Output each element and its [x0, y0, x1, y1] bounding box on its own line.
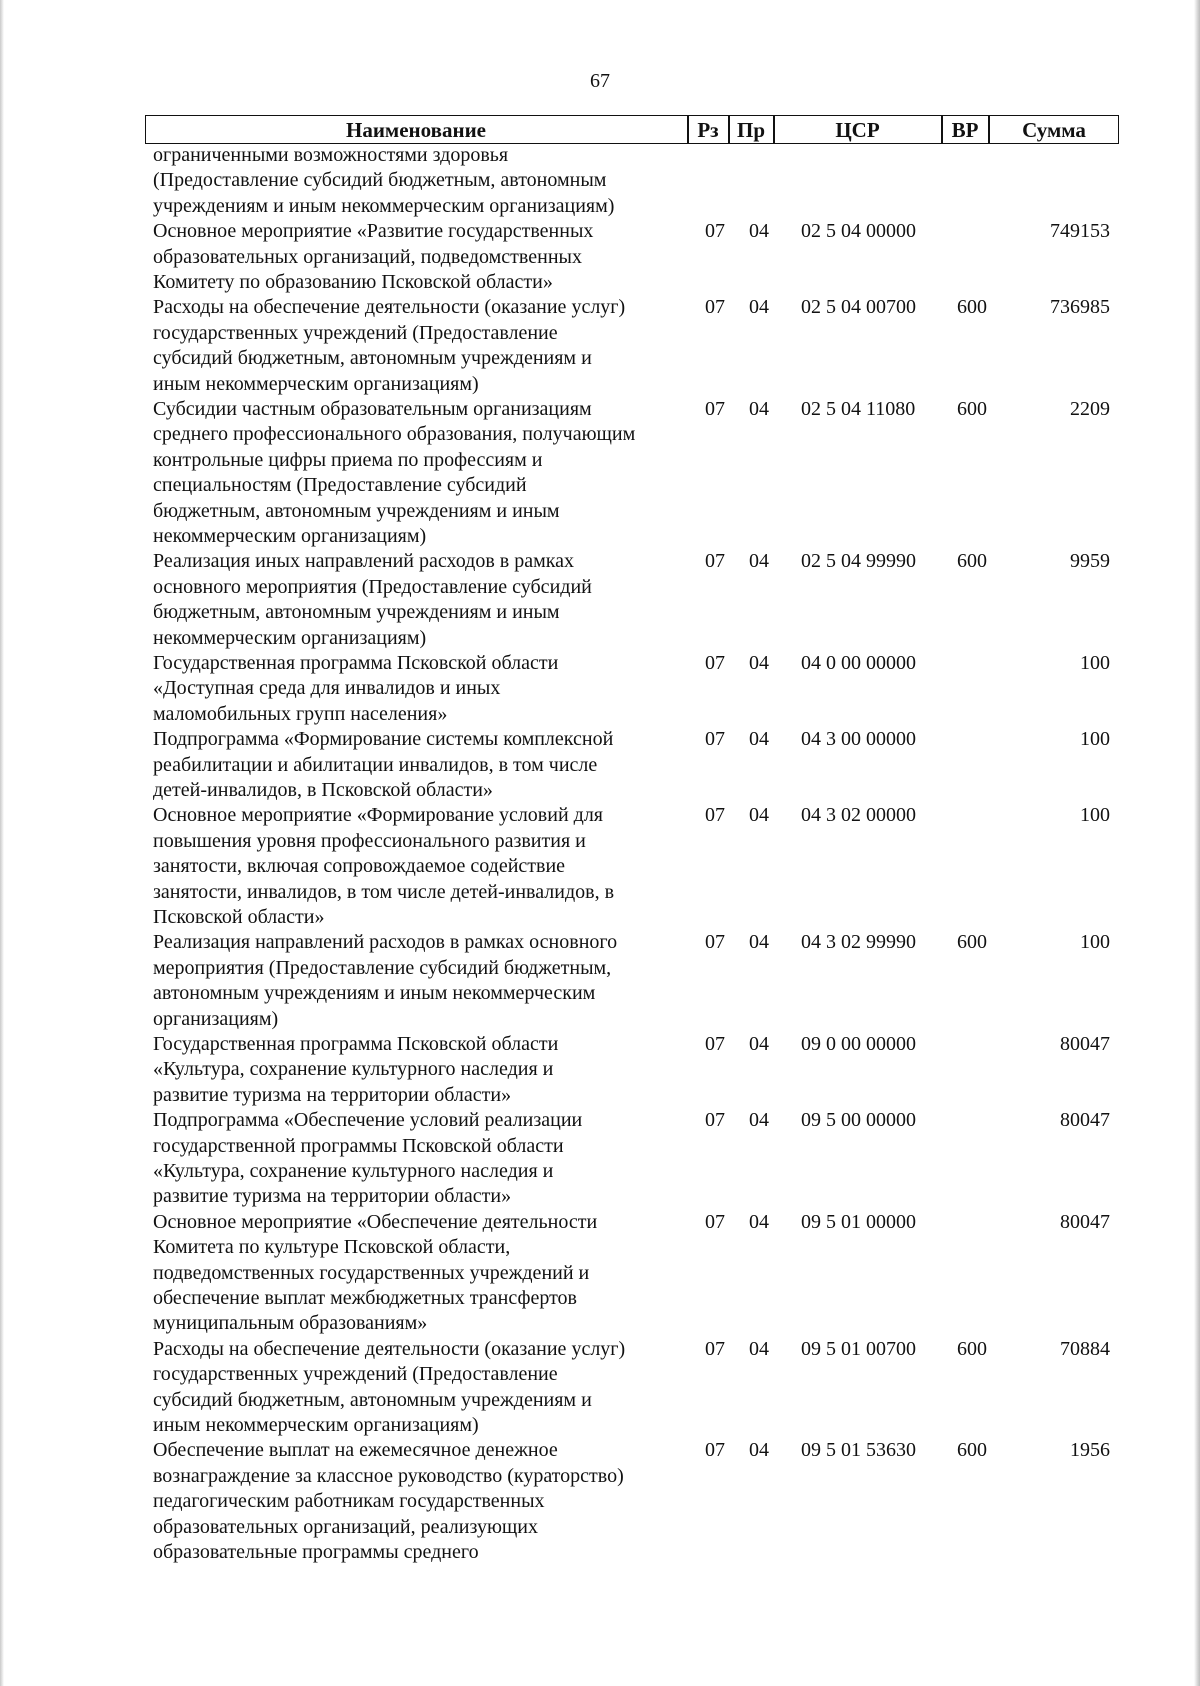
table-row — [0, 549, 1200, 651]
row-name-line: бюджетным, автономным учреждениям и иным — [153, 499, 560, 522]
row-name-line: развитие туризма на территории области» — [153, 1185, 512, 1208]
row-name-line: Основное мероприятие «Обеспечение деятельности — [153, 1210, 598, 1233]
row-sum: 100 — [1080, 804, 1110, 827]
row-name-line: основного мероприятия (Предоставление субсидий — [153, 575, 592, 598]
row-rz: 07 — [705, 1032, 725, 1055]
row-name-line: вознаграждение за классное руководство (кураторство) — [153, 1464, 624, 1487]
table-row — [0, 1108, 1200, 1210]
row-name-line: Комитета по культуре Псковской области, — [153, 1236, 511, 1259]
row-name — [153, 651, 693, 727]
row-name-line: муниципальным образованиям» — [153, 1312, 428, 1335]
row-name-line: (Предоставление субсидий бюджетным, автономным — [153, 169, 607, 192]
row-sum: 749153 — [1050, 220, 1110, 243]
row-pr: 04 — [749, 220, 769, 243]
row-name — [153, 1108, 693, 1210]
row-vr: 600 — [957, 1439, 987, 1462]
row-name-line: занятости, включая сопровождаемое содействие — [153, 855, 566, 878]
row-name — [153, 143, 693, 219]
row-name — [153, 1438, 693, 1565]
row-rz: 07 — [705, 651, 725, 674]
row-name-line: детей-инвалидов, в Псковской области» — [153, 778, 493, 801]
row-name-line: обеспечение выплат межбюджетных трансфертов — [153, 1286, 577, 1309]
row-name-line: занятости, инвалидов, в том числе детей-инвалидов, в — [153, 880, 615, 903]
row-vr: 600 — [957, 296, 987, 319]
row-sum: 736985 — [1050, 296, 1110, 319]
row-name-line: иным некоммерческим организациям) — [153, 1413, 479, 1436]
row-sum: 80047 — [1060, 1109, 1110, 1132]
row-name — [153, 1210, 693, 1337]
row-name-line: среднего профессионального образования, получающим — [153, 423, 636, 446]
row-rz: 07 — [705, 296, 725, 319]
row-csr: 09 5 01 00000 — [801, 1210, 916, 1233]
row-csr: 04 3 02 00000 — [801, 804, 916, 827]
table-row — [0, 1438, 1200, 1565]
row-rz: 07 — [705, 550, 725, 573]
row-name-line: Реализация направлений расходов в рамках основного — [153, 931, 618, 954]
row-rz: 07 — [705, 728, 725, 751]
row-name — [153, 219, 693, 295]
row-name-line: развитие туризма на территории области» — [153, 1083, 512, 1106]
row-sum: 2209 — [1070, 397, 1110, 420]
row-name-line: Расходы на обеспечение деятельности (оказание услуг) — [153, 1337, 626, 1360]
row-name-line: Комитету по образованию Псковской области» — [153, 271, 553, 293]
row-csr: 04 3 00 00000 — [801, 728, 916, 751]
row-name-line: образовательных организаций, подведомственных — [153, 245, 582, 268]
row-rz: 07 — [705, 1109, 725, 1132]
row-name-line: бюджетным, автономным учреждениям и иным — [153, 601, 560, 624]
row-name-line: «Культура, сохранение культурного наследия и — [153, 1058, 554, 1081]
row-name-line: Основное мероприятие «Развитие государственных — [153, 220, 594, 243]
row-name-line: государственных учреждений (Предоставление — [153, 321, 558, 344]
row-pr: 04 — [749, 550, 769, 573]
row-pr: 04 — [749, 1439, 769, 1462]
row-vr: 600 — [957, 550, 987, 573]
row-name-line: маломобильных групп населения» — [153, 702, 448, 725]
row-rz: 07 — [705, 804, 725, 827]
row-sum: 1956 — [1070, 1439, 1110, 1462]
header-name: Наименование — [346, 118, 486, 142]
row-csr: 02 5 04 11080 — [801, 397, 916, 420]
row-sum: 9959 — [1070, 550, 1110, 573]
row-csr: 09 5 01 53630 — [801, 1439, 916, 1462]
table-row — [0, 219, 1200, 295]
row-name-line: автономным учреждениям и иным некоммерческим — [153, 982, 596, 1005]
row-csr: 09 5 01 00700 — [801, 1337, 916, 1360]
table-row — [0, 397, 1200, 549]
row-rz: 07 — [705, 1439, 725, 1462]
row-name-line: «Доступная среда для инвалидов и иных — [153, 677, 501, 700]
row-pr: 04 — [749, 1032, 769, 1055]
table-header — [145, 115, 1119, 144]
row-name-line: Государственная программа Псковской области — [153, 1032, 559, 1055]
row-name-line: контрольные цифры приема по профессиям и — [153, 448, 543, 471]
row-name-line: Государственная программа Псковской области — [153, 651, 559, 674]
row-name-line: Обеспечение выплат на ежемесячное денежное — [153, 1439, 558, 1462]
row-csr: 09 5 00 00000 — [801, 1109, 916, 1132]
table-row — [0, 727, 1200, 803]
page-number: 67 — [590, 70, 610, 92]
row-pr: 04 — [749, 397, 769, 420]
row-csr: 02 5 04 00700 — [801, 296, 916, 319]
header-rz: Рз — [697, 118, 719, 142]
row-name — [153, 1032, 693, 1108]
row-name-line: некоммерческим организациям) — [153, 626, 427, 649]
header-sum: Сумма — [1022, 118, 1086, 142]
row-sum: 80047 — [1060, 1210, 1110, 1233]
row-pr: 04 — [749, 651, 769, 674]
table-row — [0, 295, 1200, 397]
row-pr: 04 — [749, 296, 769, 319]
row-name-line: «Культура, сохранение культурного наследия и — [153, 1159, 554, 1182]
row-rz: 07 — [705, 931, 725, 954]
table-row — [0, 1210, 1200, 1337]
row-csr: 09 0 00 00000 — [801, 1032, 916, 1055]
row-name — [153, 727, 693, 803]
table-row — [0, 1032, 1200, 1108]
table-row — [0, 803, 1200, 930]
row-rz: 07 — [705, 1210, 725, 1233]
row-name-line: образовательных организаций, реализующих — [153, 1515, 538, 1538]
row-name — [153, 397, 693, 549]
row-csr: 04 3 02 99990 — [801, 931, 916, 954]
row-name-line: субсидий бюджетным, автономным учреждениям и — [153, 347, 592, 370]
row-name-line: ограниченными возможностями здоровья — [153, 144, 509, 166]
row-name-line: Реализация иных направлений расходов в рамках — [153, 550, 575, 573]
row-sum: 100 — [1080, 931, 1110, 954]
row-name-line: мероприятия (Предоставление субсидий бюджетным, — [153, 956, 612, 979]
row-name — [153, 930, 693, 1032]
row-sum: 70884 — [1060, 1337, 1110, 1360]
table-row — [0, 930, 1200, 1032]
row-pr: 04 — [749, 1210, 769, 1233]
row-name-line: подведомственных государственных учреждений и — [153, 1261, 590, 1284]
row-pr: 04 — [749, 1109, 769, 1132]
row-vr: 600 — [957, 931, 987, 954]
row-name-line: Псковской области» — [153, 905, 325, 928]
row-pr: 04 — [749, 931, 769, 954]
row-name-line: учреждениям и иным некоммерческим организациям) — [153, 194, 615, 217]
row-name-line: иным некоммерческим организациям) — [153, 372, 479, 395]
row-csr: 02 5 04 00000 — [801, 220, 916, 243]
row-name-line: специальностям (Предоставление субсидий — [153, 474, 527, 497]
header-pr: Пр — [736, 118, 765, 142]
row-name-line: некоммерческим организациям) — [153, 525, 427, 547]
row-csr: 02 5 04 99990 — [801, 550, 916, 573]
row-rz: 07 — [705, 1337, 725, 1360]
row-sum: 100 — [1080, 728, 1110, 751]
row-name — [153, 549, 693, 651]
row-rz: 07 — [705, 397, 725, 420]
row-name — [153, 803, 693, 930]
row-sum: 80047 — [1060, 1032, 1110, 1055]
row-name — [153, 1337, 693, 1439]
row-name-line: повышения уровня профессионального развития и — [153, 829, 586, 852]
row-csr: 04 0 00 00000 — [801, 651, 916, 674]
row-pr: 04 — [749, 804, 769, 827]
row-sum: 100 — [1080, 651, 1110, 674]
header-csr: ЦСР — [835, 118, 880, 142]
table-row — [0, 1337, 1200, 1439]
row-name-line: Расходы на обеспечение деятельности (оказание услуг) — [153, 296, 626, 319]
row-name-line: педагогическим работникам государственных — [153, 1490, 545, 1513]
row-name-line: Основное мероприятие «Формирование условий для — [153, 804, 604, 827]
row-name-line: субсидий бюджетным, автономным учреждениям и — [153, 1388, 592, 1411]
row-name — [153, 295, 693, 397]
row-vr: 600 — [957, 1337, 987, 1360]
row-name-line: Подпрограмма «Формирование системы комплексной — [153, 728, 614, 751]
header-vr: ВР — [951, 118, 979, 142]
row-name-line: государственных учреждений (Предоставление — [153, 1363, 558, 1386]
row-vr: 600 — [957, 397, 987, 420]
table-body — [0, 143, 1200, 1565]
table-row — [0, 651, 1200, 727]
row-name-line: реабилитации и абилитации инвалидов, в том числе — [153, 753, 598, 776]
table-row — [0, 143, 1200, 219]
row-name-line: организациям) — [153, 1007, 279, 1030]
row-name-line: государственной программы Псковской области — [153, 1134, 564, 1157]
row-name-line: образовательные программы среднего — [153, 1540, 479, 1563]
row-pr: 04 — [749, 1337, 769, 1360]
row-rz: 07 — [705, 220, 725, 243]
row-name-line: Подпрограмма «Обеспечение условий реализации — [153, 1109, 583, 1132]
row-pr: 04 — [749, 728, 769, 751]
row-name-line: Субсидии частным образовательным организациям — [153, 397, 592, 420]
